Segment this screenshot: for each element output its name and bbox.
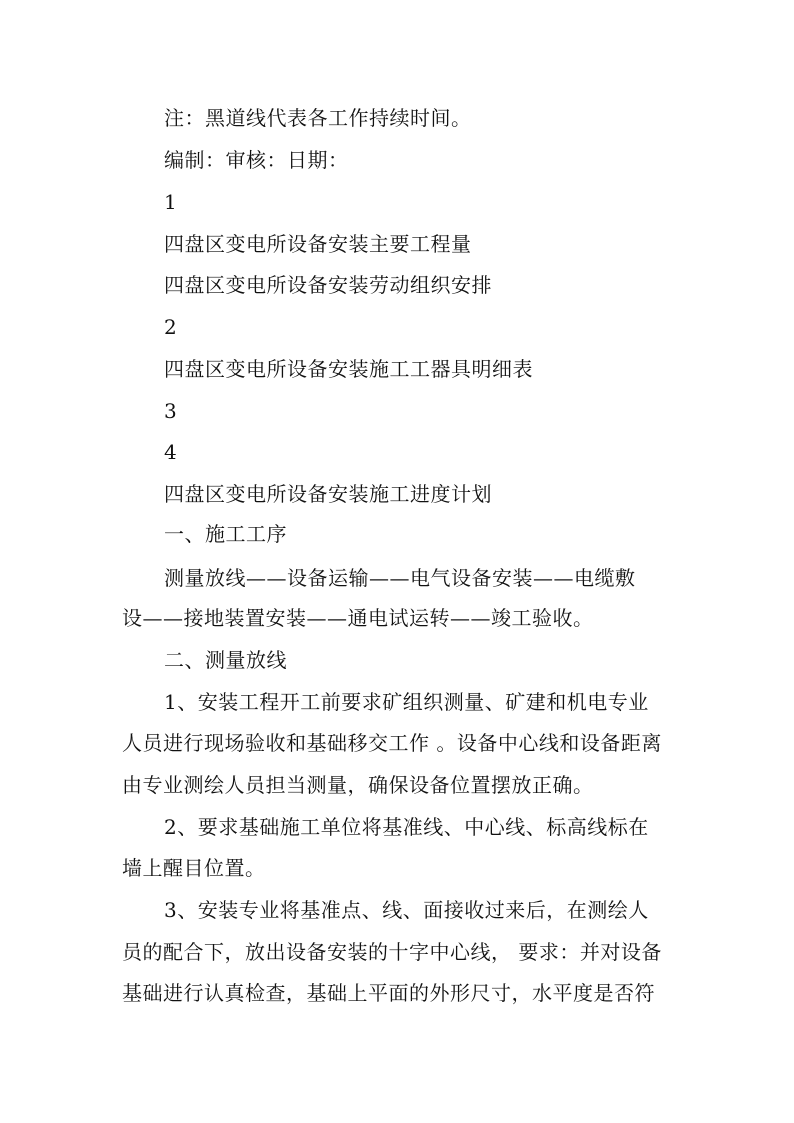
paragraph-line: 墙上醒目位置。 — [122, 856, 266, 880]
note-line: 注：黑道线代表各工作持续时间。 — [164, 106, 472, 130]
page-number: 1 — [164, 190, 178, 214]
signature-line: 编制：审核：日期： — [164, 148, 349, 172]
table-title: 四盘区变电所设备安装施工进度计划 — [164, 482, 492, 506]
paragraph-line: 1、安装工程开工前要求矿组织测量、矿建和机电专业 — [164, 690, 649, 714]
section-heading: 一、施工工序 — [164, 522, 287, 546]
paragraph-line: 基础进行认真检查，基础上平面的外形尺寸，水平度是否符 — [122, 981, 655, 1005]
paragraph-line: 3、安装专业将基准点、线、面接收过来后，在测绘人 — [164, 898, 649, 922]
page-number: 3 — [164, 399, 178, 423]
paragraph-line: 2、要求基础施工单位将基准线、中心线、标高线标在 — [164, 815, 649, 839]
paragraph-line: 由专业测绘人员担当测量，确保设备位置摆放正确。 — [122, 773, 594, 797]
paragraph-line: 员的配合下，放出设备安装的十字中心线， 要求：并对设备 — [122, 940, 662, 964]
paragraph-line: 设——接地装置安装——通电试运转——竣工验收。 — [122, 606, 594, 630]
paragraph-line: 测量放线——设备运输——电气设备安装——电缆敷 — [164, 566, 636, 590]
page-number: 2 — [164, 315, 178, 339]
paragraph-line: 人员进行现场验收和基础移交工作 。设备中心线和设备距离 — [122, 731, 662, 755]
page-number: 4 — [164, 440, 178, 464]
section-heading: 二、测量放线 — [164, 648, 287, 672]
table-title: 四盘区变电所设备安装主要工程量 — [164, 232, 472, 256]
table-title: 四盘区变电所设备安装劳动组织安排 — [164, 273, 492, 297]
table-title: 四盘区变电所设备安装施工工器具明细表 — [164, 357, 533, 381]
